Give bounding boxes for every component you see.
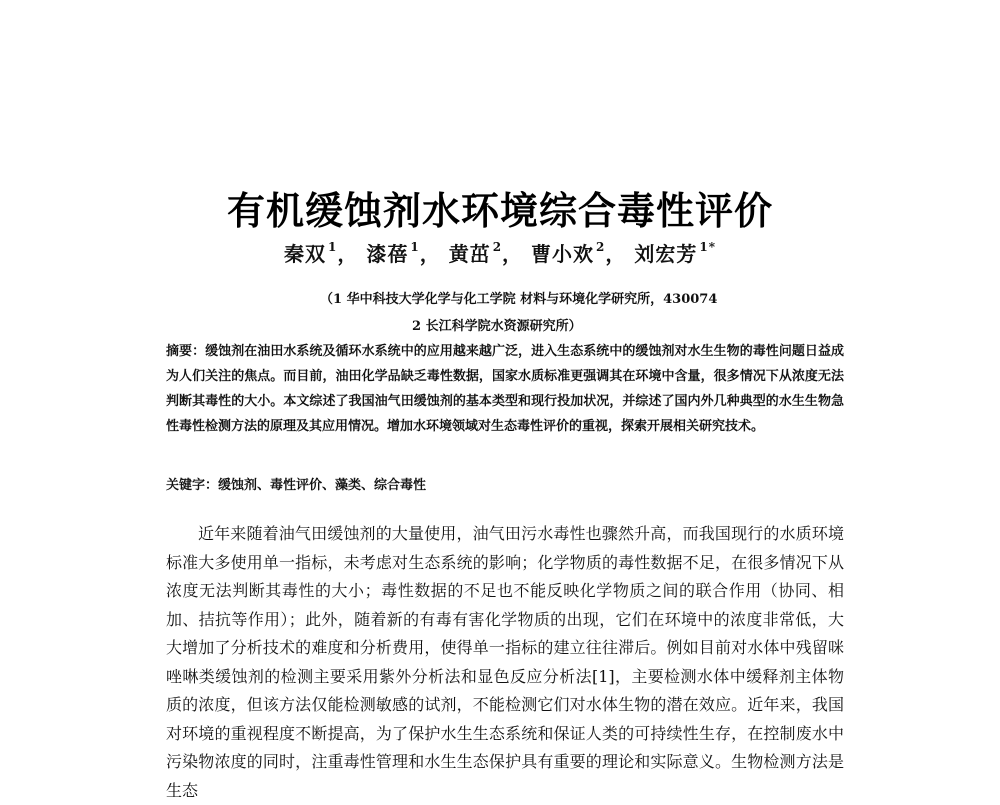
author-list <box>0 238 1000 267</box>
author-affiliation-mark: 2 <box>492 240 503 254</box>
author-separator: ， <box>337 242 359 266</box>
author-separator: ， <box>419 242 441 266</box>
author-name: 曹小欢 <box>531 242 595 266</box>
abstract <box>166 339 844 439</box>
author-affiliation-mark: 1* <box>699 240 716 254</box>
affiliation-line-2: 2 长江科学院水资源研究所） <box>412 319 582 334</box>
paper-title: 有机缓蚀剂水环境综合毒性评价 <box>226 189 773 233</box>
keywords <box>166 474 844 493</box>
author-separator: ， <box>605 242 627 266</box>
author-name: 刘宏芳 <box>634 242 698 266</box>
author-affiliation-mark: 1 <box>328 240 338 254</box>
author-name: 漆蓓 <box>366 242 409 266</box>
abstract-label: 摘要： <box>166 344 206 359</box>
author-separator: ， <box>502 242 524 266</box>
body-paragraph: 近年来随着油气田缓蚀剂的大量使用，油气田污水毒性也骤然升高，而我国现行的水质环境标准大多使用单一指标，未考虑对生态系统的影响；化学物质的毒性数据不足，在很多情况下从浓度无法判断其毒性的大小；毒性数据的不足也不能反映化学物质之间的联合作用（协同、相加、拮抗等作用）；此外，随着新的有毒有害化学物质的出现，它们在环境中的浓度非常低，大大增加了分析技术的难度和分析费用，使得单一指标的建立往往滞后。例如目前对水体中残留咪唑啉类缓蚀剂的检测主要采用紫外分析法和显色反应分析法[1]，主要检测水体中缓释剂主体物质的浓度，但该方法仅能检测敏感的试剂，不能检测它们对水体生物的潜在效应。近年来，我国对环境的重视程度不断提高，为了保护水生生态系统和保证人类的可持续性生存，在控制废水中污染物浓度的同时，注重毒性管理和水生生态保护具有重要的理论和实际意义。生物检测方法是生态 <box>166 524 844 800</box>
author-name: 黄茁 <box>448 242 491 266</box>
affiliation-line-1: （1 华中科技大学化学与化工学院 材料与环境化学研究所，430074 <box>320 292 718 307</box>
keywords-label: 关键字： <box>166 478 219 493</box>
keywords-text: 缓蚀剂、毒性评价、藻类、综合毒性 <box>218 478 427 493</box>
author-affiliation-mark: 1 <box>410 240 420 254</box>
author-name: 秦双 <box>284 242 327 266</box>
abstract-text: 缓蚀剂在油田水系统及循环水系统中的应用越来越广泛，进入生态系统中的缓蚀剂对水生生物的毒性问题日益成为人们关注的焦点。而目前，油田化学品缺乏毒性数据，国家水质标准更强调其在环境中含量，很多情况下从浓度无法判断其毒性的大小。本文综述了我国油气田缓蚀剂的基本类型和现行投加状况，并综述了国内外几种典型的水生生物急性毒性检测方法的原理及其应用情况。增加水环境领域对生态毒性评价的重视，探索开展相关研究技术。 <box>166 344 844 434</box>
author-affiliation-mark: 2 <box>596 240 606 254</box>
